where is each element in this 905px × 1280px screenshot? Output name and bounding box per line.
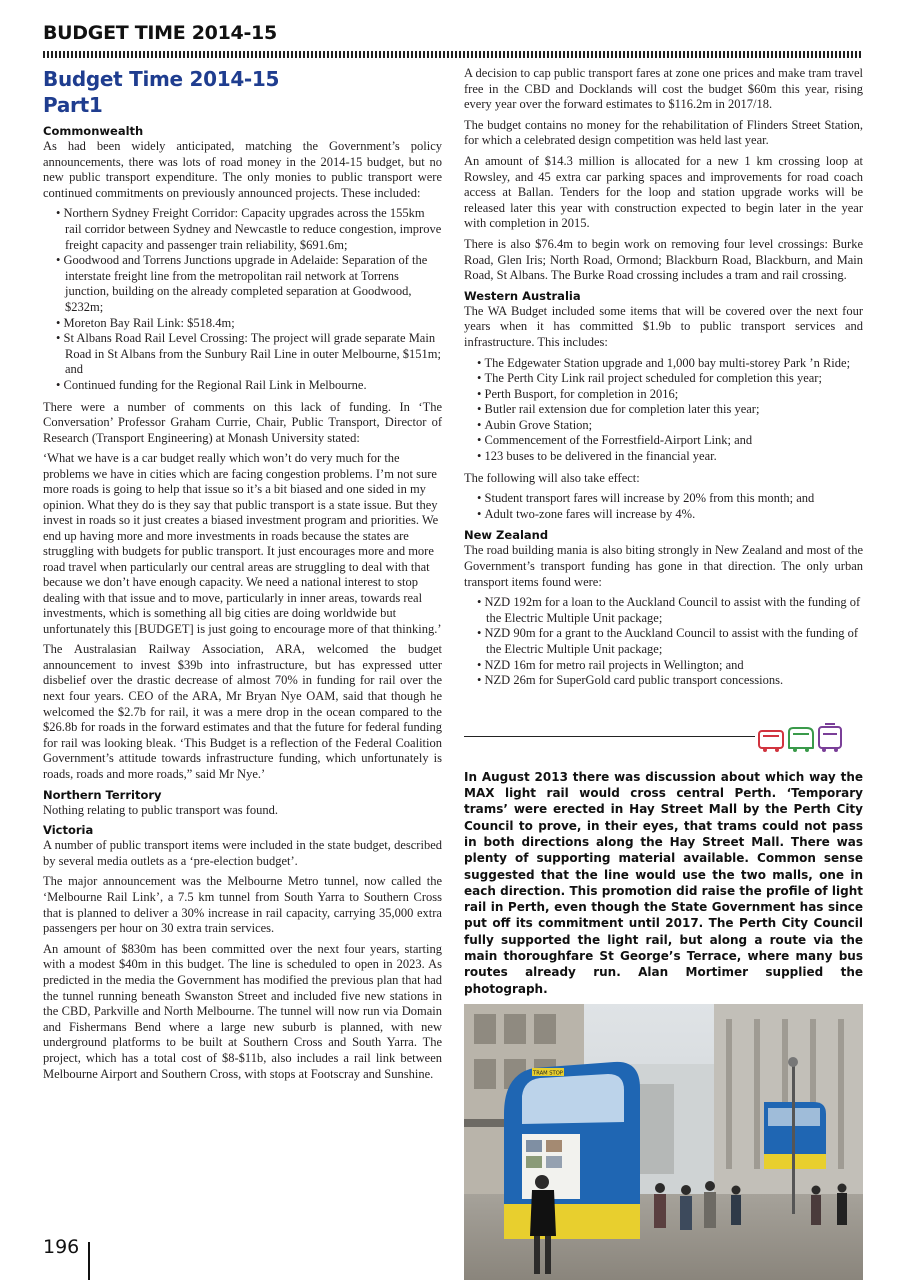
victoria-paragraph: The budget contains no money for the rehabilitation of Flinders Street Station, for which a celebrated design competition was held last year. (464, 117, 863, 148)
list-item: • Butler rail extension due for completion later this year; (464, 402, 863, 418)
commonwealth-intro: As had been widely anticipated, matching the Government’s policy announcements, there was lots of road money in the 2014-15 budget, but no new public transport expenditure. The only monies to public transport were continued commitments on previously announced projects. These included: (43, 139, 442, 200)
section-heading-northern-territory: Northern Territory (43, 787, 162, 802)
transit-vehicles-icon (755, 723, 863, 753)
wa-following: The following will also take effect: (464, 470, 640, 485)
section-heading-victoria: Victoria (43, 823, 94, 838)
victoria-paragraph: An amount of $14.3 million is allocated for a new 1 km crossing loop at Rowsley, and 45 extra car parking spaces and improvements for road coach access at Ballan. Tenders for the loop and station upgrade works will be released later this year with construction expected to begin later in the year with completion in 2015. (464, 153, 863, 231)
list-item: • Aubin Grove Station; (464, 418, 863, 434)
list-item: • Commencement of the Forrestfield-Airport Link; and (464, 433, 863, 449)
page-number: 196 (43, 1236, 80, 1258)
list-item: • Moreton Bay Rail Link: $518.4m; (43, 316, 442, 332)
transit-divider (464, 723, 863, 753)
victoria-paragraph: There is also $76.4m to begin work on removing four level crossings: Burke Road, Glen Iris; North Road, Ormond; Blackburn Road, Blackburn, and Main Road, St Albans. The Burke Road crossing includes a tram and rail crossing. (464, 236, 863, 283)
list-item: • NZD 26m for SuperGold card public transport concessions. (464, 673, 863, 689)
wa-list (464, 356, 863, 465)
wa-intro: The WA Budget included some items that will be covered over the next four years when it has committed $1.9b to public transport services and infrastructure. This includes: (464, 303, 863, 349)
list-item: • St Albans Road Rail Level Crossing: The project will grade separate Main Road in St Albans from the Sunbury Rail Line in outer Melbourne, $151m; and (43, 331, 442, 378)
list-item: • Perth Busport, for completion in 2016; (464, 387, 863, 403)
list-item: • Adult two-zone fares will increase by 4%. (464, 507, 863, 523)
tram-sign: TRAM STOP (533, 1070, 563, 1077)
list-item: • The Edgewater Station upgrade and 1,000 bay multi-storey Park ’n Ride; (464, 356, 863, 372)
commonwealth-comments: There were a number of comments on this lack of funding. In ‘The Conversation’ Professor Graham Currie, Chair, Public Transport, Director of Research (Transport Engineering) at Monash University stated: (43, 399, 442, 445)
section-heading-new-zealand: New Zealand (464, 528, 549, 543)
section-heading-commonwealth: Commonwealth (43, 124, 144, 138)
photo-caption: In August 2013 there was discussion about which way the MAX light rail would cross central Perth. ‘Temporary trams’ were erected in Hay Street Mall by the Perth City Council to prove, in their eyes, that trams could not pass in both directions along the Hay Street Mall. There was plenty of supporting material available. Common sense suggested that the line would use the two malls, one in each direction. This promotion did raise the profile of light rail in Perth, even though the State Government has since put off its commitment until 2017. The Perth City Council fully supported the light rail, but along a route via the main thoroughfare St George’s Terrace, where many bus routes already run. Alan Mortimer supplied the photograph. (464, 769, 863, 996)
list-item: • Continued funding for the Regional Rail Link in Melbourne. (43, 378, 442, 394)
list-item: • The Perth City Link rail project scheduled for completion this year; (464, 371, 863, 387)
running-head: BUDGET TIME 2014-15 (43, 22, 277, 44)
victoria-paragraph: A number of public transport items were included in the state budget, described by several media outlets as a ‘pre-election budget’. (43, 838, 442, 868)
list-item: • NZD 90m for a grant to the Auckland Council to assist with the funding of the Electric Multiple Unit package; (464, 626, 863, 657)
list-item: • NZD 192m for a loan to the Auckland Council to assist with the funding of the Electric Multiple Unit package; (464, 595, 863, 626)
victoria-paragraph: The major announcement was the Melbourne Metro tunnel, now called the ‘Melbourne Rail Link’, a 7.5 km tunnel from South Yarra to Southern Cross that is planned to deliver a 30% increase in rail capacity, carrying 35,000 extra passengers per hour on 30 extra train services. (43, 874, 442, 936)
temporary-tram-photo (464, 1004, 863, 1280)
nz-intro: The road building mania is also biting strongly in New Zealand and most of the Government’s transport funding has gone in that direction. The only urban transport items found were: (464, 543, 863, 589)
list-item: • 123 buses to be delivered in the financial year. (464, 449, 863, 465)
section-heading-western-australia: Western Australia (464, 288, 581, 303)
list-item: • NZD 16m for metro rail projects in Wellington; and (464, 658, 863, 674)
nz-list (464, 595, 863, 689)
right-column (464, 66, 863, 997)
currie-quote: ‘What we have is a car budget really which won’t do very much for the problems we have in cities which are facing congestion problems. I’m not sure more roads is going to help that issue so it’s a bit biased and one sided in my opinion. What they do is they say that public transport is a state issue. But they invest in roads so it just creates a biased investment program and priorities. We end up having more and more investments in roads because the states are struggling with budgets for public transport. It just encourages more and more road travel when particularly our central areas are struggling to deal with that because we don’t have enough capacity. We need a national interest to stop dealing with that issue and to move, particularly in inner areas, towards real investments, which is something all big cities are doing worldwide but unfortunately this [BUDGET] is just going to encourage more of that thinking.’ (43, 451, 442, 636)
wa-fare-list (464, 491, 863, 522)
victoria-paragraph: An amount of $830m has been committed over the next four years, starting with a modest $40m in this budget. The line is scheduled to open in 2023. As predicted in the media the Government has modified the previous plan that had the tunnel running beneath Swanston Street and included five new stations in the CBD, Parkville and North Melbourne. The tunnel will now run via Domain and Fishermans Bend where a large new suburb is planned, with new underground platforms to be built at Southern Cross and South Yarra. The project, which has a total cost of $8-$11b, also includes a rail link between Melbourne Airport and Southern Cross, with stops at Footscray and Sunshine. (43, 941, 442, 1081)
commonwealth-list (43, 206, 442, 393)
ara-paragraph: The Australasian Railway Association, ARA, welcomed the budget announcement to invest $39b into infrastructure, but has expressed utter disbelief over the drastic decrease of almost 70% in funding for rail over the next four years. CEO of the ARA, Mr Bryan Nye OAM, said that though he welcomed the $2.7b for rail, it was a mere drop in the ocean compared to the $26.8b for roads in the forward estimates and that the future for federal funding for rail was looking bleak. ‘This Budget is a reflection of the Federal Coalition Government’s attitude towards infrastructure funding, which unfortunately is roads, roads and more roads,” said Mr Nye.’ (43, 642, 442, 782)
victoria-paragraph: A decision to cap public transport fares at zone one prices and make tram travel free in the CBD and Docklands will cost the budget $60m this year, rising every year over the forward estimates to $116.2m in 2017/18. (464, 66, 863, 112)
hay-street-mall-illustration (464, 1004, 863, 1280)
article-title: Budget Time 2014-15 (43, 67, 280, 91)
list-item: • Goodwood and Torrens Junctions upgrade in Adelaide: Separation of the interstate freight line from the metropolitan rail network at Torrens junction, building on the already completed separation at Goodwood, $232m; (43, 253, 442, 315)
northern-territory-text: Nothing relating to public transport was found. (43, 802, 279, 817)
list-item: • Northern Sydney Freight Corridor: Capacity upgrades across the 155km rail corridor between Sydney and Newcastle to reduce congestion, improve freight capacity and passenger train reliability, $691.6m; (43, 206, 442, 253)
left-column (43, 66, 442, 1087)
dotted-rule (43, 51, 863, 58)
article-part: Part1 (43, 93, 103, 117)
page-number-rule (88, 1242, 90, 1280)
list-item: • Student transport fares will increase by 20% from this month; and (464, 491, 863, 507)
